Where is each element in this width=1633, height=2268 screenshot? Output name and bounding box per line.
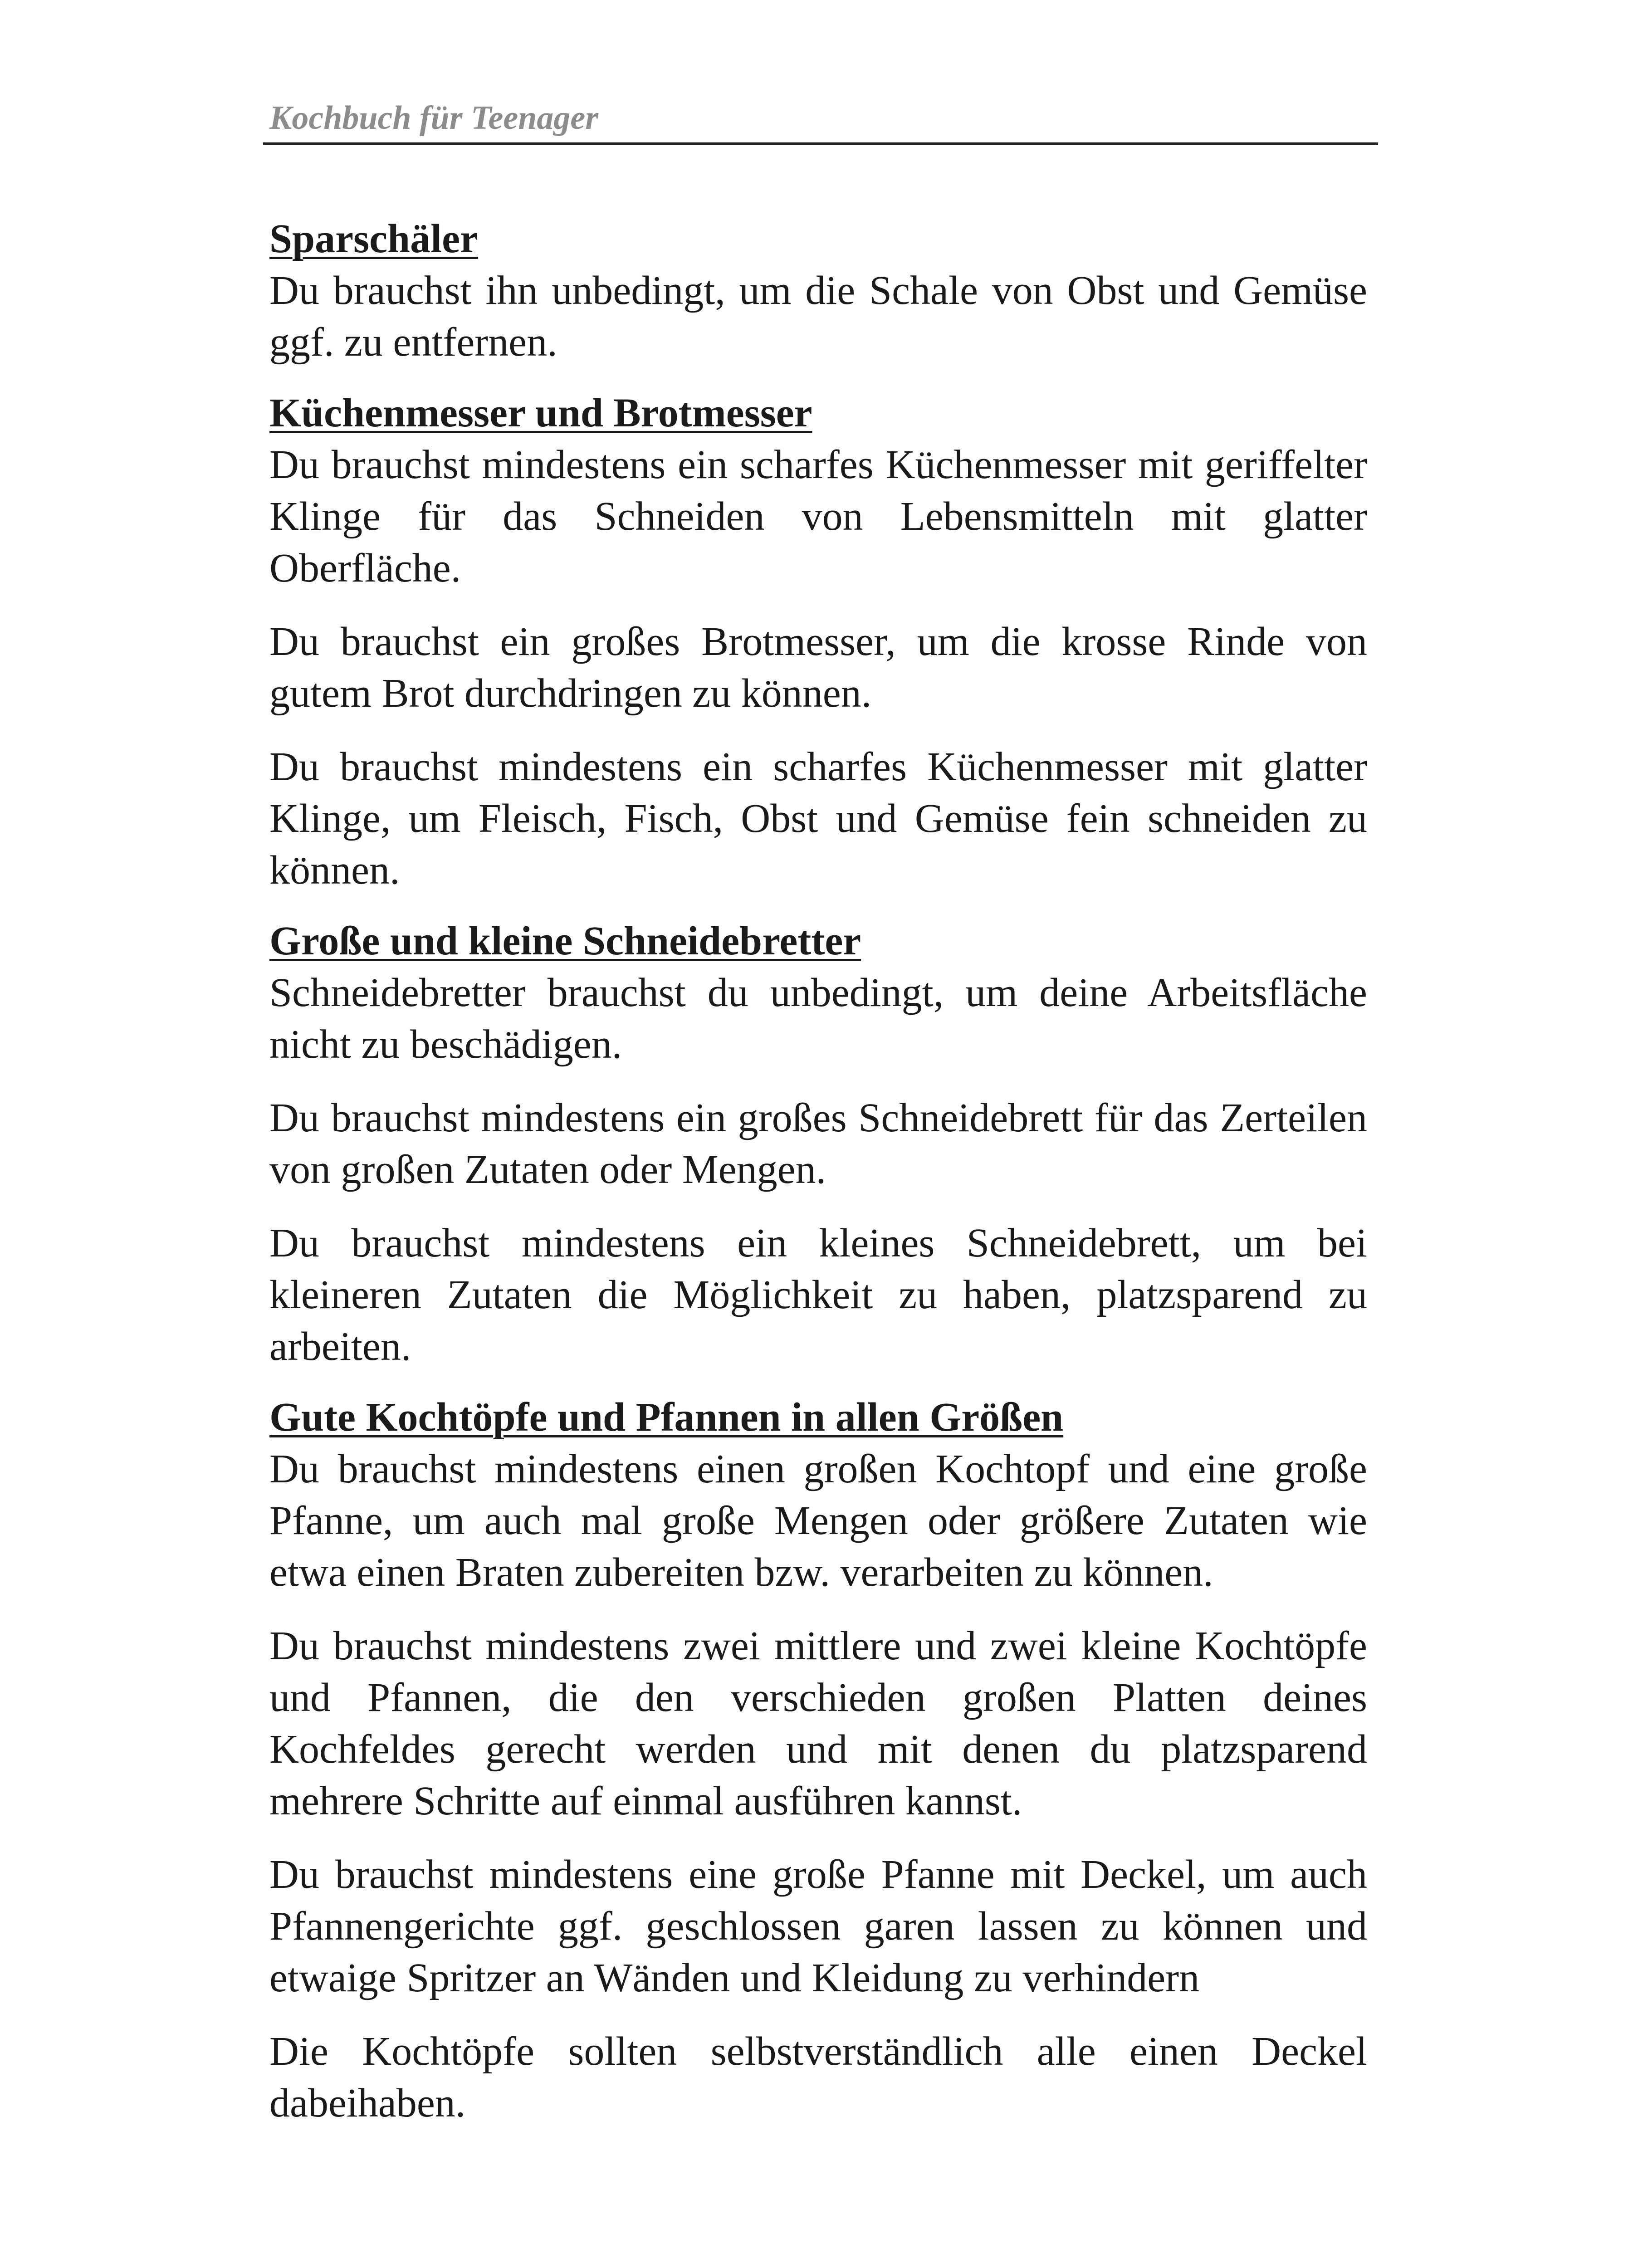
section-title-schneidebretter: Große und kleine Schneidebretter [269, 919, 861, 963]
header-rule [263, 142, 1378, 145]
section-title-kuechenmesser: Küchenmesser und Brotmesser [269, 391, 812, 435]
paragraph: Du brauchst ein großes Brotmesser, um die krosse Rinde von gutem Brot durchdringen zu können. [269, 619, 1367, 716]
paragraph: Du brauchst mindestens einen großen Kochtopf und eine große Pfanne, um auch mal große Mengen oder größere Zutaten wie etwa einen Braten zubereiten bzw. verarbeiten zu können. [269, 1447, 1367, 1595]
section-title-sparschaeler: Sparschäler [269, 216, 478, 261]
paragraph: Du brauchst ihn unbedingt, um die Schale von Obst und Gemüse ggf. zu entfernen. [269, 268, 1367, 365]
paragraph: Du brauchst mindestens eine große Pfanne mit Deckel, um auch Pfannengerichte ggf. geschlossen garen lassen zu können und etwaige Spritzer an Wänden und Kleidung zu verhindern [269, 1852, 1367, 2000]
running-header: Kochbuch für Teenager [269, 99, 599, 137]
paragraph: Du brauchst mindestens ein scharfes Küchenmesser mit geriffelter Klinge für das Schneiden von Lebensmitteln mit glatter Oberfläche. [269, 442, 1367, 591]
paragraph: Du brauchst mindestens zwei mittlere und zwei kleine Kochtöpfe und Pfannen, die den verschieden großen Platten deines Kochfeldes gerecht werden und mit denen du platzsparend mehrere Schritte auf einmal ausführen kannst. [269, 1623, 1367, 1823]
paragraph: Du brauchst mindestens ein großes Schneidebrett für das Zerteilen von großen Zutaten oder Mengen. [269, 1095, 1367, 1192]
paragraph: Du brauchst mindestens ein scharfes Küchenmesser mit glatter Klinge, um Fleisch, Fisch, Obst und Gemüse fein schneiden zu können. [269, 744, 1367, 893]
section-title-kochtoepfe: Gute Kochtöpfe und Pfannen in allen Größen [269, 1395, 1064, 1440]
paragraph: Du brauchst mindestens ein kleines Schneidebrett, um bei kleineren Zutaten die Möglichkeit zu haben, platzsparend zu arbeiten. [269, 1221, 1367, 1369]
page-content [269, 213, 1367, 2129]
paragraph: Schneidebretter brauchst du unbedingt, um deine Arbeitsfläche nicht zu beschädigen. [269, 970, 1367, 1067]
paragraph: Die Kochtöpfe sollten selbstverständlich alle einen Deckel dabeihaben. [269, 2029, 1367, 2126]
